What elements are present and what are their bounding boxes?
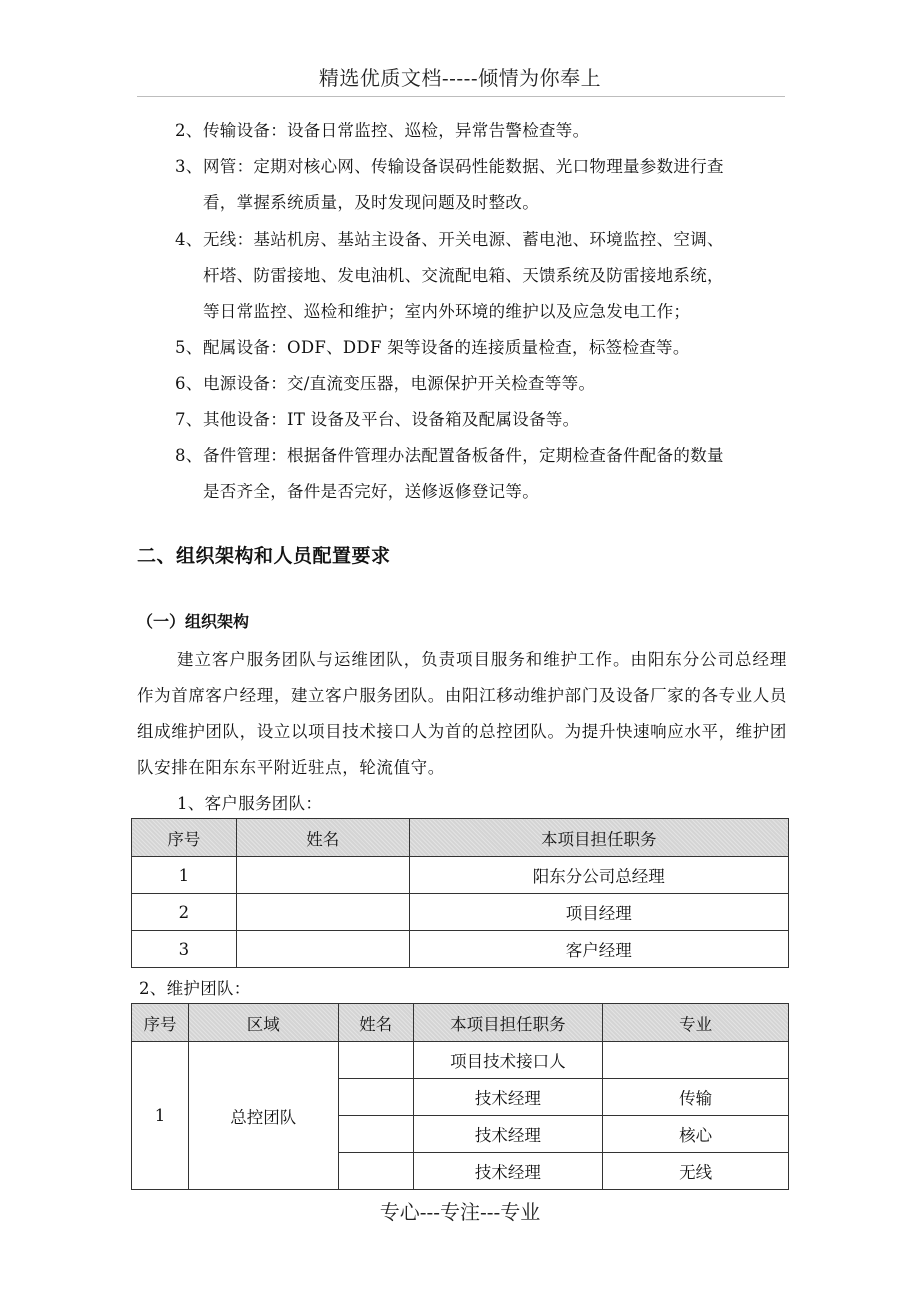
list-item (175, 402, 790, 438)
list-item-text: 电源设备：交/直流变压器，电源保护开关检查等等。 (203, 374, 596, 393)
body-paragraph: 建立客户服务团队与运维团队，负责项目服务和维护工作。由阳东分公司总经理作为首席客户经理，建立客户服务团队。由阳江移动维护部门及设备厂家的各专业人员组成维护团队，设立以项目技术接口人为首的总控团队。为提升快速响应水平，维护团队安排在阳东东平附近驻点，轮流值守。 (137, 650, 787, 777)
table-cell: 3 (132, 931, 237, 968)
list-item-text: 网管：定期对核心网、传输设备误码性能数据、光口物理量参数进行查 (203, 157, 724, 176)
table-cell: 无线 (603, 1153, 789, 1190)
table-cell: 阳东分公司总经理 (409, 857, 788, 894)
list-item (175, 113, 790, 149)
table-cell (338, 1079, 413, 1116)
table-header-row (132, 1004, 789, 1042)
table-row (132, 857, 789, 894)
list-item-number: 8、 (175, 446, 203, 465)
column-header: 姓名 (338, 1004, 413, 1042)
table-cell (338, 1042, 413, 1079)
header-divider (137, 96, 785, 97)
list-item-number: 7、 (175, 410, 203, 429)
column-header: 专业 (603, 1004, 789, 1042)
table-cell: 客户经理 (409, 931, 788, 968)
column-header: 姓名 (236, 819, 409, 857)
list-item (175, 149, 790, 221)
table-row (132, 931, 789, 968)
table-cell: 技术经理 (413, 1116, 603, 1153)
list-item-number: 4、 (175, 230, 203, 249)
column-header: 本项目担任职务 (409, 819, 788, 857)
list-item-text: 其他设备：IT 设备及平台、设备箱及配属设备等。 (203, 410, 580, 429)
column-header: 序号 (132, 1004, 189, 1042)
table-row (132, 894, 789, 931)
table-caption: 1、客户服务团队： (177, 794, 323, 813)
table-header-row (132, 819, 789, 857)
list-item-number: 6、 (175, 374, 203, 393)
list-item (175, 438, 790, 510)
maintenance-team-table (131, 1003, 789, 1190)
list-item-number: 3、 (175, 157, 203, 176)
list-item (175, 330, 790, 366)
group-index-cell: 1 (132, 1042, 189, 1190)
table-cell (236, 857, 409, 894)
table-cell: 项目技术接口人 (413, 1042, 603, 1079)
list-item (175, 222, 790, 330)
table-row (132, 1042, 789, 1079)
section-heading: 二、组织架构和人员配置要求 (137, 545, 391, 567)
table-cell (338, 1153, 413, 1190)
table-cell (603, 1042, 789, 1079)
list-item-text: 无线：基站机房、基站主设备、开关电源、蓄电池、环境监控、空调、 (203, 230, 724, 249)
list-item-number: 5、 (175, 338, 203, 357)
table-cell (236, 894, 409, 931)
subsection-heading: （一）组织架构 (137, 612, 250, 631)
list-item-text: 配属设备：ODF、DDF 架等设备的连接质量检查，标签检查等。 (203, 338, 690, 357)
group-area-cell: 总控团队 (188, 1042, 338, 1190)
table-cell: 1 (132, 857, 237, 894)
table-cell: 核心 (603, 1116, 789, 1153)
table-cell: 传输 (603, 1079, 789, 1116)
list-item-text: 传输设备：设备日常监控、巡检，异常告警检查等。 (203, 121, 590, 140)
table-cell: 技术经理 (413, 1153, 603, 1190)
table-cell: 项目经理 (409, 894, 788, 931)
customer-service-table (131, 818, 789, 968)
table-cell (338, 1116, 413, 1153)
list-item-text: 是否齐全，备件是否完好，送修返修登记等。 (203, 482, 539, 501)
list-item-text: 备件管理：根据备件管理办法配置备板备件，定期检查备件配备的数量 (203, 446, 724, 465)
table-cell: 2 (132, 894, 237, 931)
column-header: 本项目担任职务 (413, 1004, 603, 1042)
column-header: 序号 (132, 819, 237, 857)
table-cell: 技术经理 (413, 1079, 603, 1116)
list-item-number: 2、 (175, 121, 203, 140)
column-header: 区域 (188, 1004, 338, 1042)
table-caption: 2、维护团队： (139, 979, 251, 998)
list-item (175, 366, 790, 402)
page-footer: 专心---专注---专业 (379, 1200, 541, 1224)
list-item-text: 等日常监控、巡检和维护；室内外环境的维护以及应急发电工作； (203, 302, 691, 321)
page-header: 精选优质文档-----倾情为你奉上 (318, 66, 602, 90)
table-cell (236, 931, 409, 968)
list-item-text: 看，掌握系统质量，及时发现问题及时整改。 (203, 193, 539, 212)
list-item-text: 杆塔、防雷接地、发电油机、交流配电箱、天馈系统及防雷接地系统， (203, 266, 724, 285)
